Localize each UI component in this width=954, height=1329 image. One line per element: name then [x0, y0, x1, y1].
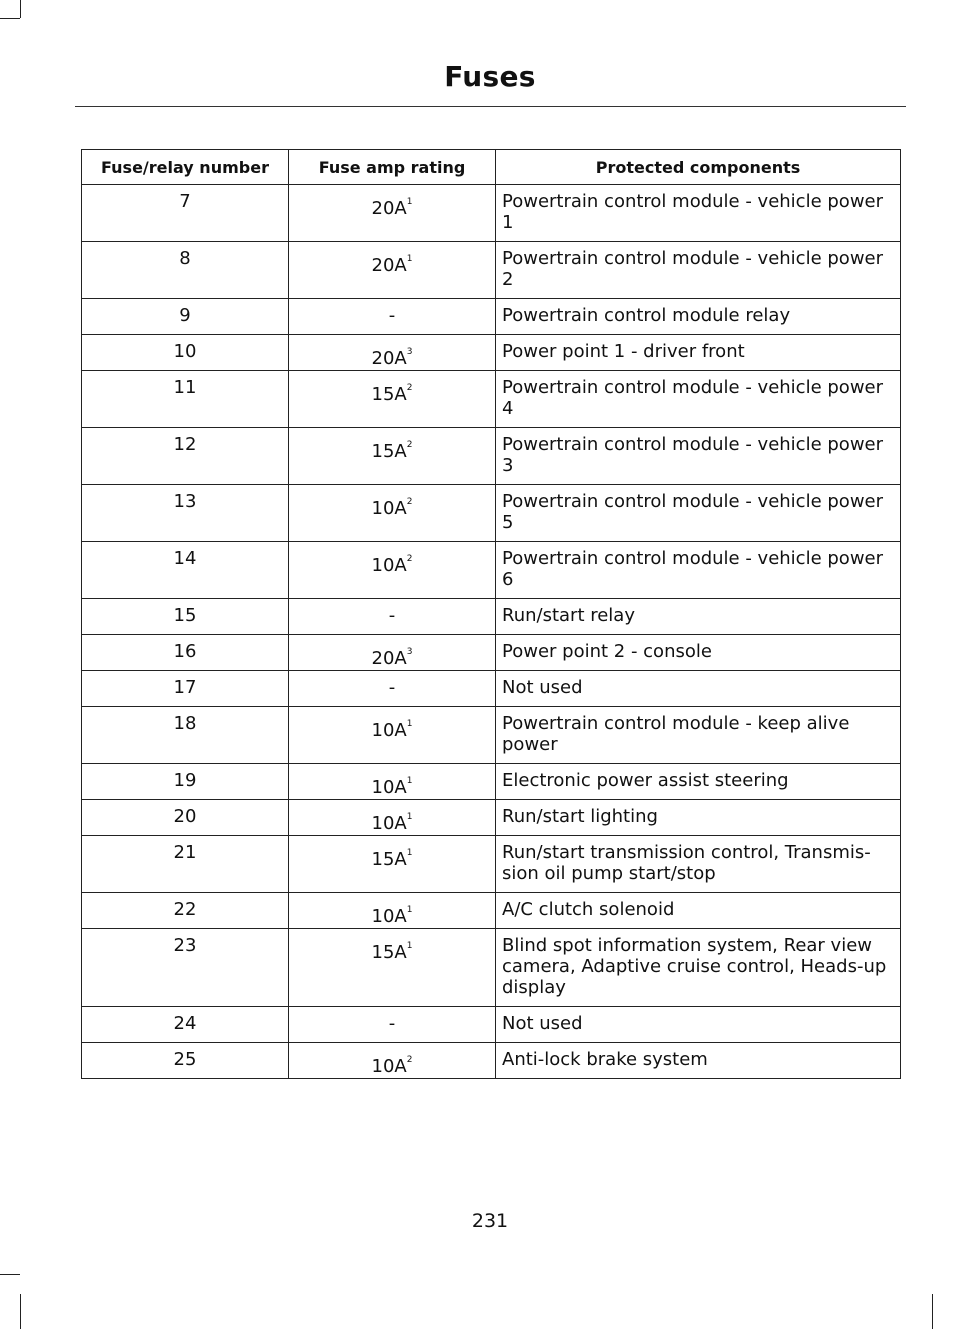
fuse-number-cell: 9	[82, 299, 289, 335]
amp-rating-cell	[289, 707, 496, 764]
protected-component-cell: Powertrain control module - vehicle power 1	[496, 185, 901, 242]
fuse-number-cell: 23	[82, 929, 289, 1007]
amp-rating-value: 15A	[371, 849, 407, 870]
table-row	[82, 707, 901, 764]
protected-component-cell: Not used	[496, 671, 901, 707]
footnote-marker: 2	[406, 554, 413, 564]
amp-rating-cell	[289, 836, 496, 893]
fuse-number-cell: 14	[82, 542, 289, 599]
fuse-table	[81, 149, 901, 1079]
protected-component-cell: Powertrain control module - vehicle power 6	[496, 542, 901, 599]
protected-component-cell: Power point 2 - console	[496, 635, 901, 671]
footnote-marker: 1	[406, 197, 413, 207]
protected-component-cell: Powertrain control module - keep alive power	[496, 707, 901, 764]
crop-mark-top-left-v	[20, 0, 21, 18]
protected-component-cell: Not used	[496, 1007, 901, 1043]
footnote-marker: 1	[406, 254, 413, 264]
amp-rating-value: 10A	[371, 720, 407, 741]
table-row	[82, 599, 901, 635]
amp-rating-value: 10A	[371, 813, 407, 834]
amp-rating-value: 15A	[371, 942, 407, 963]
amp-rating-cell	[289, 800, 496, 836]
protected-component-cell: Powertrain control module - vehicle power 5	[496, 485, 901, 542]
footnote-marker: 1	[406, 941, 413, 951]
header-protected-components: Protected components	[496, 150, 901, 185]
fuse-number-cell: 11	[82, 371, 289, 428]
protected-component-cell: Run/start relay	[496, 599, 901, 635]
amp-rating-cell	[289, 764, 496, 800]
table-row	[82, 836, 901, 893]
fuse-number-cell: 17	[82, 671, 289, 707]
protected-component-cell: Powertrain control module - vehicle power 4	[496, 371, 901, 428]
amp-rating-value: -	[388, 677, 396, 698]
amp-rating-cell	[289, 893, 496, 929]
amp-rating-cell	[289, 299, 496, 335]
footnote-marker: 2	[406, 440, 413, 450]
fuse-number-cell: 7	[82, 185, 289, 242]
protected-component-cell: Power point 1 - driver front	[496, 335, 901, 371]
table-row	[82, 800, 901, 836]
fuse-number-cell: 22	[82, 893, 289, 929]
crop-mark-bottom-left-h	[0, 1274, 20, 1275]
title-rule	[75, 106, 906, 107]
amp-rating-value: 20A	[371, 648, 407, 669]
amp-rating-cell	[289, 185, 496, 242]
amp-rating-cell	[289, 635, 496, 671]
table-body	[82, 185, 901, 1079]
crop-mark-top-left-h	[0, 18, 20, 19]
table-row	[82, 428, 901, 485]
crop-mark-bottom-left-v	[20, 1294, 21, 1329]
protected-component-cell: Powertrain control module - vehicle power 2	[496, 242, 901, 299]
amp-rating-cell	[289, 428, 496, 485]
footnote-marker: 3	[406, 647, 413, 657]
footnote-marker: 1	[406, 905, 413, 915]
amp-rating-cell	[289, 542, 496, 599]
amp-rating-value: -	[388, 1013, 396, 1034]
table-row	[82, 635, 901, 671]
fuse-number-cell: 24	[82, 1007, 289, 1043]
footnote-marker: 1	[406, 848, 413, 858]
amp-rating-cell	[289, 599, 496, 635]
amp-rating-value: 10A	[371, 777, 407, 798]
amp-rating-value: -	[388, 305, 396, 326]
amp-rating-value: 10A	[371, 906, 407, 927]
amp-rating-value: 20A	[371, 255, 407, 276]
fuse-number-cell: 25	[82, 1043, 289, 1079]
footnote-marker: 2	[406, 1055, 413, 1065]
table-row	[82, 371, 901, 428]
fuse-number-cell: 15	[82, 599, 289, 635]
fuse-number-cell: 13	[82, 485, 289, 542]
protected-component-cell: A/C clutch solenoid	[496, 893, 901, 929]
fuse-number-cell: 20	[82, 800, 289, 836]
header-amp-rating: Fuse amp rating	[289, 150, 496, 185]
amp-rating-cell	[289, 929, 496, 1007]
protected-component-cell: Powertrain control module relay	[496, 299, 901, 335]
amp-rating-value: 20A	[371, 198, 407, 219]
amp-rating-value: 15A	[371, 384, 407, 405]
fuse-number-cell: 10	[82, 335, 289, 371]
protected-component-cell: Powertrain control module - vehicle power 3	[496, 428, 901, 485]
amp-rating-cell	[289, 242, 496, 299]
protected-component-cell: Run/start lighting	[496, 800, 901, 836]
page-number: 231	[471, 1210, 509, 1232]
table-row	[82, 764, 901, 800]
header-fuse-number: Fuse/relay number	[82, 150, 289, 185]
amp-rating-cell	[289, 671, 496, 707]
fuse-number-cell: 19	[82, 764, 289, 800]
footnote-marker: 2	[406, 497, 413, 507]
table-row	[82, 929, 901, 1007]
protected-component-cell: Run/start transmission control, Transmis-sion oil pump start/stop	[496, 836, 901, 893]
fuse-number-cell: 12	[82, 428, 289, 485]
fuse-number-cell: 8	[82, 242, 289, 299]
protected-component-cell: Blind spot information system, Rear view camera, Adaptive cruise control, Heads-up display	[496, 929, 901, 1007]
protected-component-cell: Anti-lock brake system	[496, 1043, 901, 1079]
footnote-marker: 1	[406, 812, 413, 822]
amp-rating-value: 10A	[371, 498, 407, 519]
amp-rating-value: 10A	[371, 1056, 407, 1077]
table-row	[82, 185, 901, 242]
fuse-number-cell: 18	[82, 707, 289, 764]
amp-rating-cell	[289, 371, 496, 428]
fuse-number-cell: 21	[82, 836, 289, 893]
amp-rating-value: 15A	[371, 441, 407, 462]
table-row	[82, 299, 901, 335]
table-row	[82, 335, 901, 371]
table-row	[82, 1007, 901, 1043]
amp-rating-cell	[289, 1007, 496, 1043]
table-row	[82, 542, 901, 599]
amp-rating-value: 10A	[371, 555, 407, 576]
footnote-marker: 2	[406, 383, 413, 393]
amp-rating-cell	[289, 485, 496, 542]
table-row	[82, 242, 901, 299]
footnote-marker: 1	[406, 776, 413, 786]
fuse-number-cell: 16	[82, 635, 289, 671]
protected-component-cell: Electronic power assist steering	[496, 764, 901, 800]
table-row	[82, 671, 901, 707]
amp-rating-value: 20A	[371, 348, 407, 369]
footnote-marker: 3	[406, 347, 413, 357]
table-row	[82, 893, 901, 929]
amp-rating-cell	[289, 335, 496, 371]
table-row	[82, 1043, 901, 1079]
table-header-row	[82, 150, 901, 185]
footnote-marker: 1	[406, 719, 413, 729]
page-title: Fuses	[444, 60, 536, 93]
amp-rating-cell	[289, 1043, 496, 1079]
crop-mark-bottom-right-v	[932, 1294, 933, 1329]
amp-rating-value: -	[388, 605, 396, 626]
table-row	[82, 485, 901, 542]
